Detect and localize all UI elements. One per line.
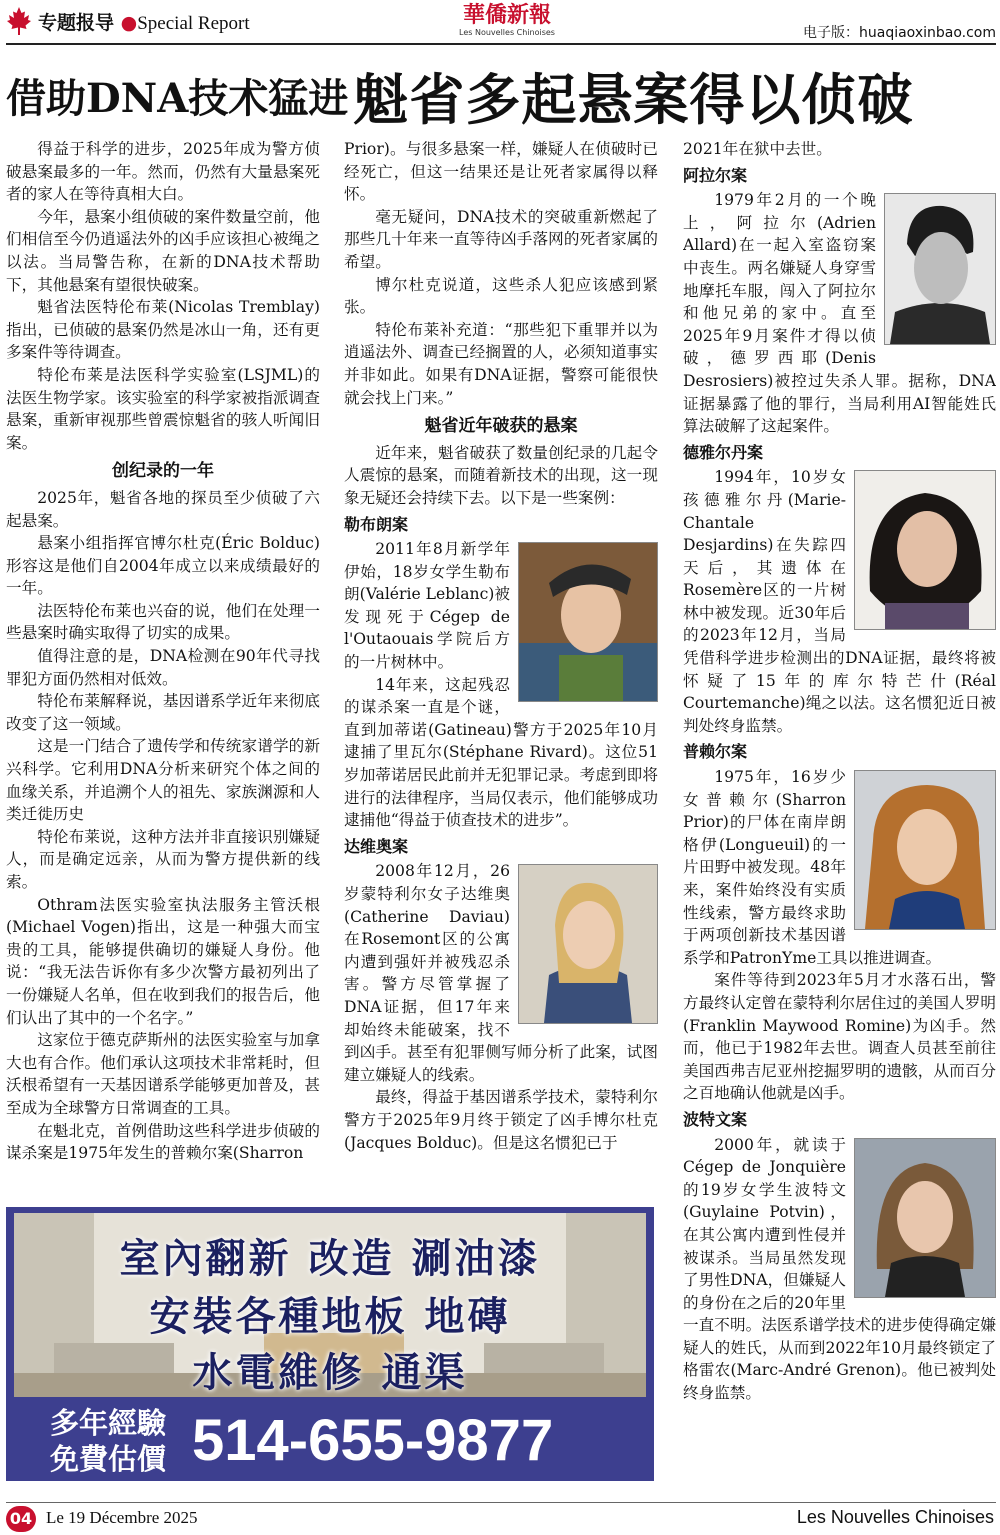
victim-photo bbox=[854, 1138, 996, 1298]
paragraph: 这家位于德克萨斯州的法医实验室与加拿大也有合作。他们承认这项技术非常耗时，但沃根希望有一天基因谱系学能够更加普及，甚至成为全球警方日常调查的工具。 bbox=[6, 1031, 320, 1117]
paragraph: 1975年，16岁少女普赖尔(Sharron Prior)的尸体在南岸朗格伊(Longueuil)的一片田野中被发现。48年来，案件始终没有实质性线索，警方最终求助于两项创新技术基因谱系学和PatronYme工具以推进调查。 bbox=[683, 768, 942, 967]
paragraph: 这是一门结合了遗传学和传统家谱学的新兴科学。它利用DNA分析来研究个体之间的血缘关系，并追溯个人的祖先、家族渊源和人类迁徙历史 bbox=[6, 737, 320, 824]
newspaper-logo bbox=[447, 2, 567, 37]
paragraph: 2000年，就读于Cégep de Jonquière的19岁女学生波特文(Guylaine Potvin)，在其公寓内遭到性侵并被谋杀。当局虽然发现了男性DNA，但嫌疑人的身份在之后的20年里一直不明。法医系谱学技术的进步使得确定嫌疑人的姓氏，从而到2022年10月最终锁定了格雷农(Marc-André Grenon)。他已被判处终身监禁。 bbox=[683, 1135, 996, 1403]
website-link[interactable]: 电子版：huaqiaoxinbao.com bbox=[803, 25, 996, 41]
publication-name: Les Nouvelles Chinoises bbox=[796, 1507, 994, 1527]
section-label bbox=[38, 8, 250, 35]
victim-photo bbox=[854, 470, 996, 630]
paragraph: Othram法医实验室执法服务主管沃根(Michael Vogen)指出，这是一种强大而宝贵的工具，能够提供确切的嫌疑人身份。他说：“我无法告诉你有多少次警方最初列出了一份嫌疑人名单，但在收到我们的报告后，他们认出了其中的一个名字。” bbox=[6, 895, 320, 1027]
paragraph: 值得注意的是，DNA检测在90年代寻找罪犯方面仍然相对低效。 bbox=[6, 647, 320, 688]
section-zh: 专题报导 bbox=[38, 12, 115, 34]
paragraph: 1979年2月的一个晚上，阿拉尔(Adrien Allard)在一起入室盗窃案中丧生。两名嫌疑人身穿雪地摩托车服，闯入了阿拉尔和他兄弟的家中。直至2025年9月案件才得以侦破，德罗西耶(Denis Desrosiers)被控过失杀人罪。据称，DNA证据暴露了他的罪行，当局利用AI智能姓氏算法破解了这起案件。 bbox=[683, 191, 996, 436]
paragraph: 2008年12月，26岁蒙特利尔女子达维奥(Catherine Daviau)在Rosemont区的公寓内遭到强奸并被残忍杀害。警方尽管掌握了DNA证据，但17年来却始终未能破案，找不到凶手。甚至有犯罪侧写师分析了此案，试图建立嫌疑人的线索。 bbox=[344, 862, 658, 1084]
renovation-advertisement[interactable] bbox=[6, 1207, 654, 1481]
paragraph: 特伦布莱解释说，基因谱系学近年来彻底改变了这一领域。 bbox=[6, 692, 320, 733]
case-heading: 达维奥案 bbox=[344, 836, 409, 856]
ad-service-line-3: 水電維修 通渠 bbox=[192, 1350, 468, 1396]
logo-zh: 華僑新報 bbox=[462, 2, 551, 28]
paragraph: 今年，悬案小组侦破的案件数量空前，他们相信至今仍逍遥法外的凶手应该担心被绳之以法。当局警告称，在新的DNA技术帮助下，其他悬案有望很快破案。 bbox=[6, 207, 320, 294]
paragraph: 毫无疑问，DNA技术的突破重新燃起了那些几十年来一直等待凶手落网的死者家属的希望。 bbox=[344, 207, 658, 271]
ad-phone-number[interactable]: 514-655-9877 bbox=[192, 1408, 554, 1473]
paragraph: 得益于科学的进步，2025年成为警方侦破悬案最多的一年。然而，仍然有大量悬案死者的家人在等待真相大白。 bbox=[6, 140, 320, 204]
page-title bbox=[6, 56, 996, 132]
article-column-3 bbox=[683, 138, 996, 1448]
header-divider bbox=[6, 43, 996, 45]
maple-leaf-icon bbox=[6, 6, 32, 36]
case-heading: 阿拉尔案 bbox=[683, 165, 748, 185]
case-heading: 勒布朗案 bbox=[344, 514, 409, 534]
paragraph: 2021年在狱中去世。 bbox=[683, 140, 832, 158]
subheading: 创纪录的一年 bbox=[112, 461, 214, 482]
paragraph: 14年来，这起残忍的谋杀案一直是个谜，直到加蒂诺(Gatineau)警方于2025年10月逮捕了里瓦尔(Stéphane Rivard)。这位51岁加蒂诺居民此前并无犯罪记录。考虑到即将进行的法律程序，当局仅表示，他们能够成功逮捕他“得益于侦查技术的进步”。 bbox=[344, 675, 658, 830]
section-en: Special Report bbox=[137, 13, 250, 34]
article-column-2 bbox=[344, 138, 658, 1198]
issue-date: Le 19 Décembre 2025 bbox=[46, 1508, 198, 1527]
case-heading: 普赖尔案 bbox=[683, 742, 748, 762]
paragraph: 1994年，10岁女孩德雅尔丹(Marie-Chantale Desjardins)在失踪四天后，其遗体在Rosemère区的一片树林中被发现。近30年后的2023年12月，当局凭借科学进步检测出的DNA证据，最终将被怀疑了15年的库尔特芒什(Réal Courtemanche)绳之以法。这名惯犯近日被判处终身监禁。 bbox=[683, 468, 996, 735]
paragraph: 魁省法医特伦布莱(Nicolas Tremblay)指出，已侦破的悬案仍然是冰山一角，还有更多案件等待调查。 bbox=[6, 298, 320, 362]
case-heading: 德雅尔丹案 bbox=[683, 442, 764, 462]
page-number: 04 bbox=[6, 1506, 36, 1532]
paragraph: 博尔杜克说道，这些杀人犯应该感到紧张。 bbox=[344, 275, 658, 317]
ad-service-line-2: 安裝各種地板 地磚 bbox=[149, 1294, 511, 1340]
victim-photo bbox=[884, 193, 996, 345]
paragraph: 案件等待到2023年5月才水落石出，警方最终认定曾在蒙特利尔居住过的美国人罗明(Franklin Maywood Romine)为凶手。然而，他已于1982年去世。调查人员甚至前往美国西弗吉尼亚州挖掘罗明的遗骸，从而百分之百地确认他就是凶手。 bbox=[683, 971, 996, 1103]
footer-divider bbox=[6, 1502, 996, 1503]
ad-image-area bbox=[14, 1213, 646, 1397]
subheading: 魁省近年破获的悬案 bbox=[424, 416, 578, 437]
paragraph: 近年来，魁省破获了数量创纪录的几起令人震惊的悬案，而随着新技术的出现，这一现象无疑还会持续下去。以下是一些案例： bbox=[344, 443, 658, 507]
logo-fr: Les Nouvelles Chinoises bbox=[459, 28, 555, 37]
headline-right: 魁省多起悬案得以侦破 bbox=[353, 68, 914, 132]
paragraph: 法医特伦布莱也兴奋的说，他们在处理一些悬案时确实取得了切实的成果。 bbox=[6, 601, 320, 643]
paragraph: 特伦布莱说，这种方法并非直接识别嫌疑人，而是确定远亲，从而为警方提供新的线索。 bbox=[6, 827, 320, 891]
ad-estimate-line: 免費估價 bbox=[50, 1442, 167, 1476]
paragraph: 2011年8月新学年伊始，18岁女学生勒布朗(Valérie Leblanc)被发现死于Cégep de l'Outaouais学院后方的一片树林中。 bbox=[344, 540, 510, 672]
paragraph: 2025年，魁省各地的探员至少侦破了六起悬案。 bbox=[6, 488, 320, 530]
ad-service-line-1: 室內翻新 改造 涮油漆 bbox=[119, 1236, 541, 1282]
article-column-1 bbox=[6, 138, 320, 1198]
page-header bbox=[0, 0, 1000, 44]
victim-photo bbox=[518, 864, 658, 1024]
page-footer bbox=[0, 1498, 1000, 1535]
victim-photo bbox=[518, 542, 658, 702]
bullet-icon: ● bbox=[120, 12, 138, 34]
victim-photo bbox=[854, 770, 996, 930]
paragraph: 在魁北克，首例借助这些科学进步侦破的谋杀案是1975年发生的普赖尔案(Sharron bbox=[6, 1121, 320, 1163]
paragraph: 特伦布莱补充道：“那些犯下重罪并以为逍遥法外、调查已经搁置的人，必须知道事实并非如此。如果有DNA证据，警察可能很快就会找上门来。” bbox=[344, 320, 658, 407]
headline-left: 借助DNA技术猛进 bbox=[6, 75, 349, 122]
ad-experience-line: 多年經驗 bbox=[50, 1406, 167, 1440]
paragraph: 悬案小组指挥官博尔杜克(Éric Bolduc)形容这是他们自2004年成立以来成绩最好的一年。 bbox=[6, 534, 320, 598]
paragraph: 特伦布莱是法医科学实验室(LSJML)的法医生物学家。该实验室的科学家被指派调查悬案，重新审视那些曾震惊魁省的骇人听闻旧案。 bbox=[6, 365, 320, 452]
case-heading: 波特文案 bbox=[683, 1109, 748, 1129]
paragraph: 最终，得益于基因谱系学技术，蒙特利尔警方于2025年9月终于锁定了凶手博尔杜克(Jacques Bolduc)。但是这名惯犯已于 bbox=[344, 1088, 658, 1152]
ad-experience bbox=[50, 1405, 166, 1477]
paragraph: Prior)。与很多悬案一样，嫌疑人在侦破时已经死亡，但这一结果还是让死者家属得以释怀。 bbox=[344, 140, 658, 204]
